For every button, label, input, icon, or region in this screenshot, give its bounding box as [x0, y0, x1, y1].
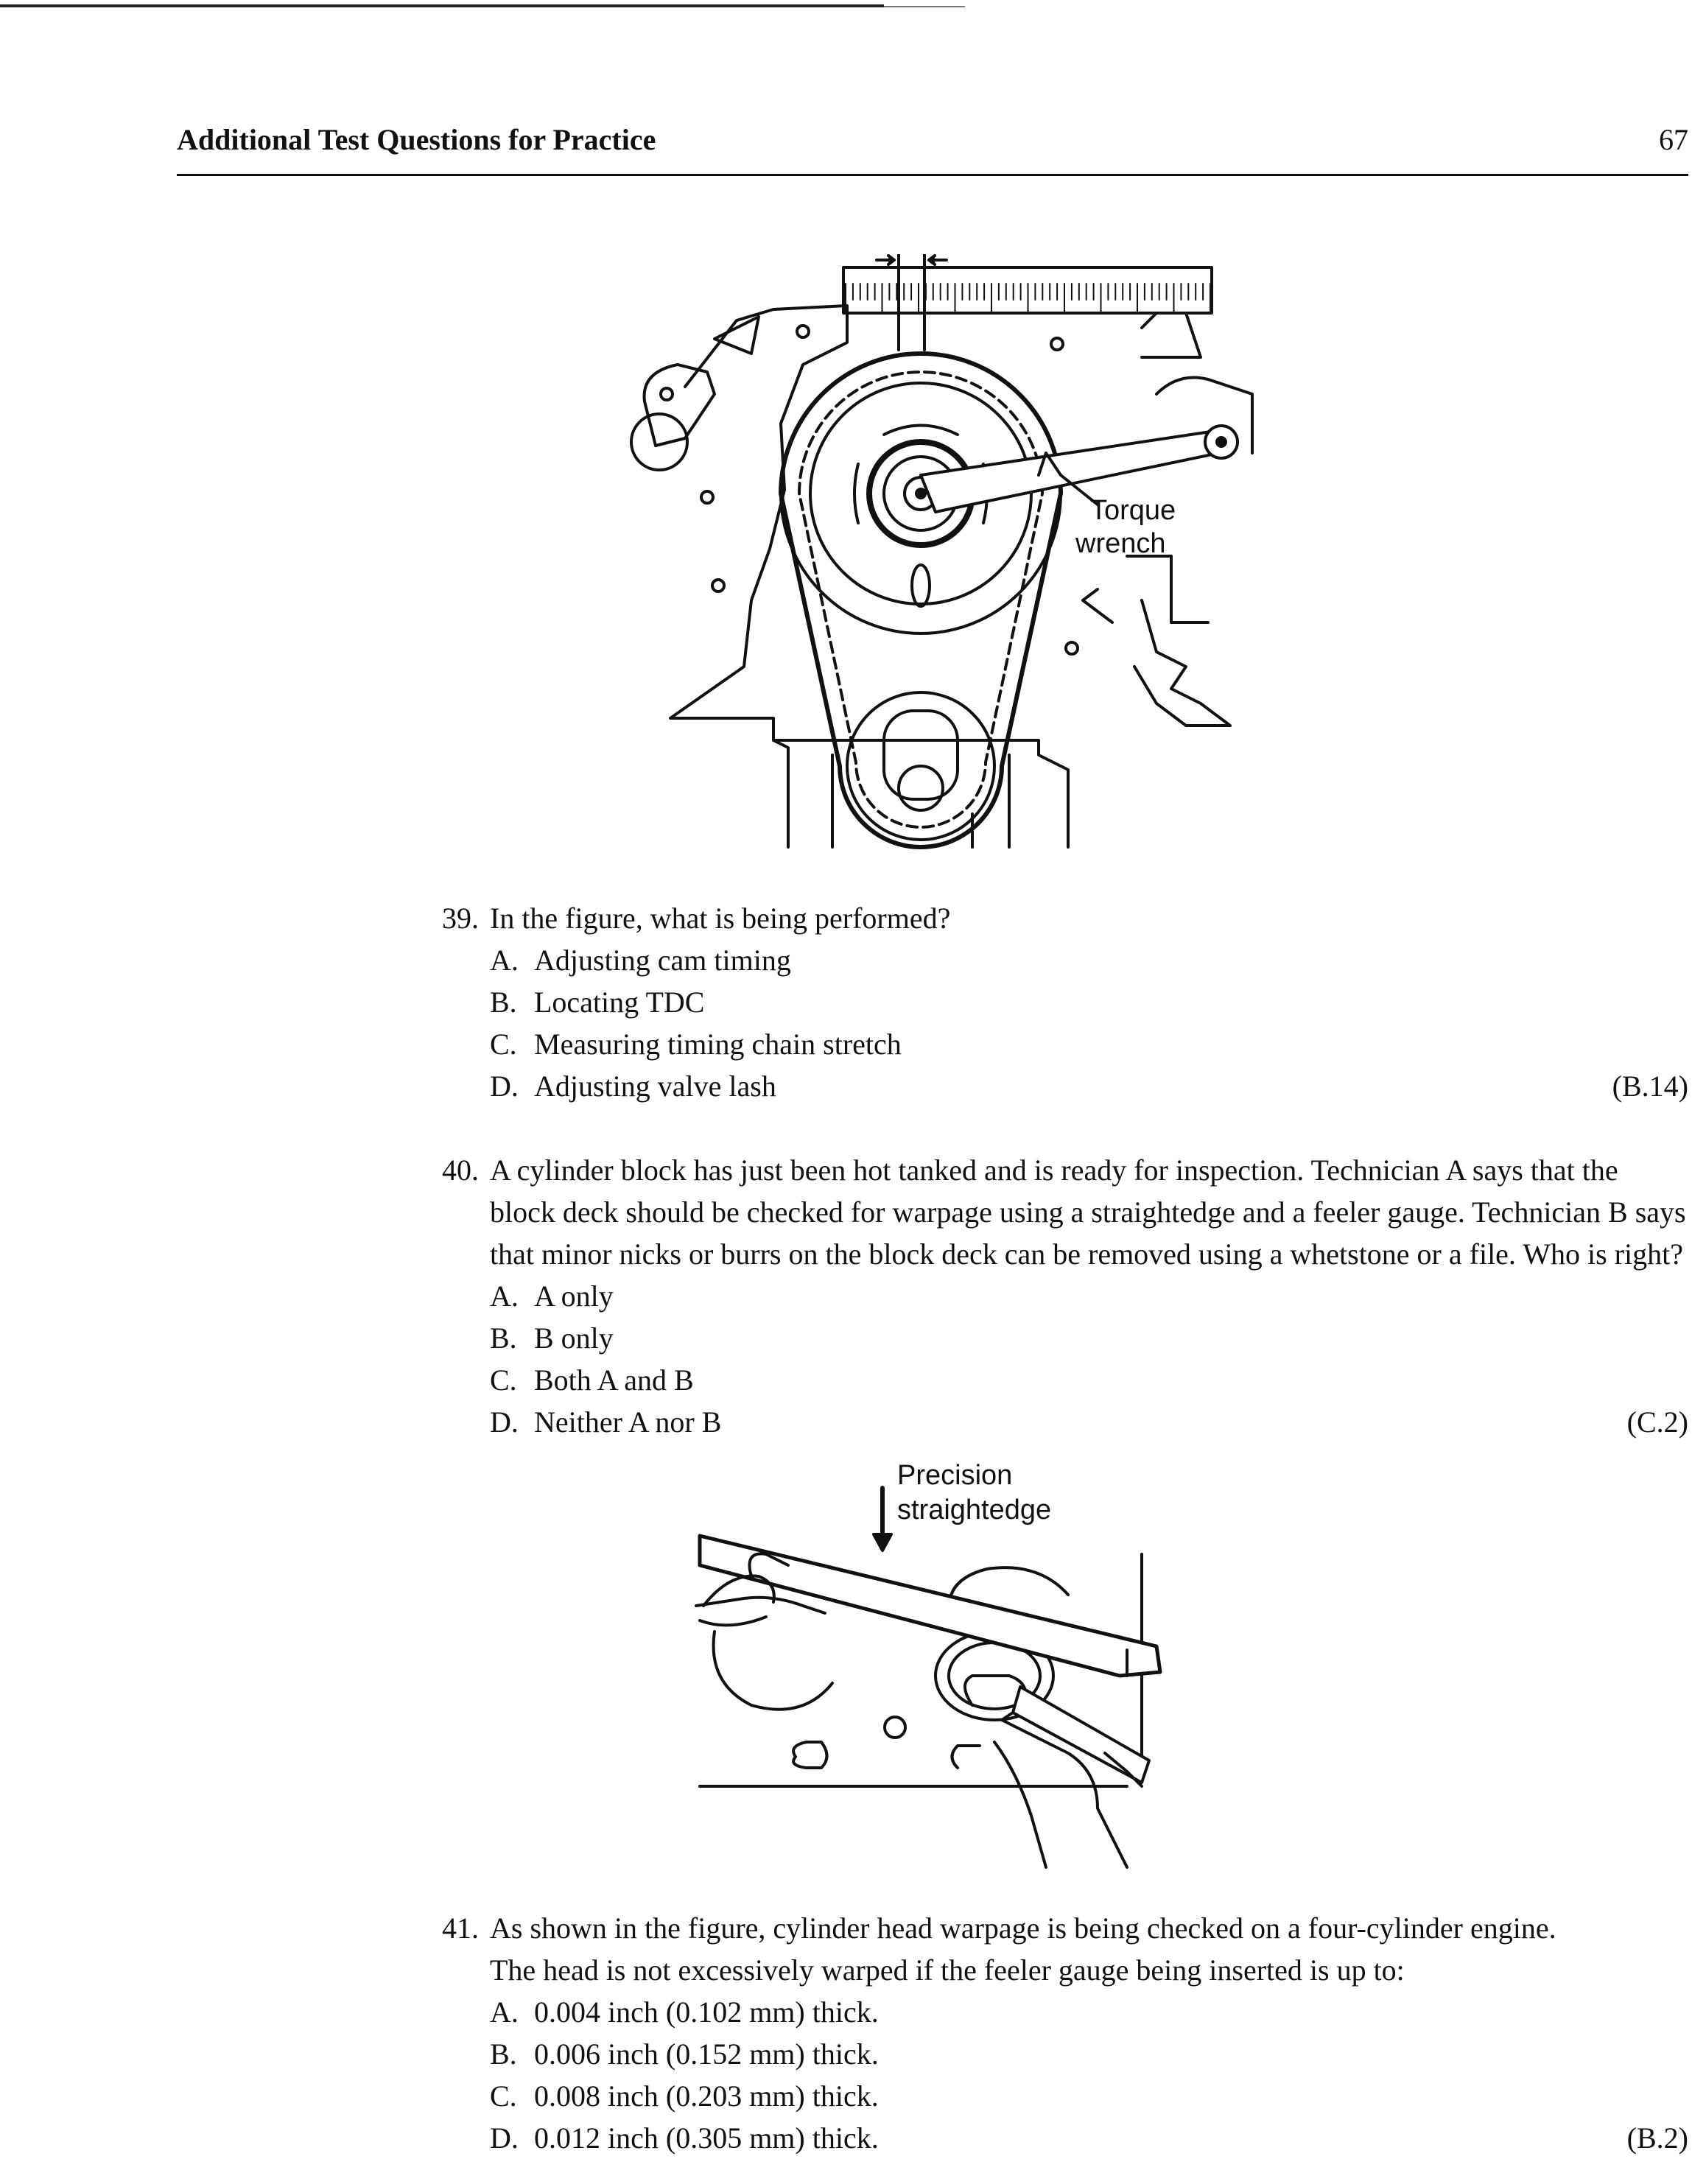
option-d — [490, 1065, 1688, 1107]
question-40 — [420, 1149, 1688, 1443]
top-rule-thick — [0, 4, 884, 7]
straightedge-label-line2: straightedge — [897, 1495, 1052, 1525]
option-d — [490, 1401, 1688, 1443]
option-text: 0.004 inch (0.102 mm) thick. — [534, 1995, 879, 2029]
option-letter: B. — [490, 2037, 517, 2071]
question-number: 41. — [442, 1911, 479, 1945]
option-letter: B. — [490, 986, 517, 1019]
option-text: Adjusting valve lash — [534, 1070, 776, 1103]
option-d — [490, 2117, 1688, 2159]
option-letter: B. — [490, 1321, 517, 1355]
top-rule — [0, 0, 965, 7]
task-reference: (B.2) — [1626, 2121, 1688, 2155]
option-letter: D. — [490, 1070, 519, 1103]
question-text: In the figure, what is being performed? — [490, 902, 951, 935]
timing-chain-figure — [626, 254, 1260, 851]
option-text: Locating TDC — [534, 986, 705, 1019]
option-c — [490, 1023, 1688, 1065]
question-39 — [420, 897, 1688, 1107]
straightedge-label-line1: Precision — [897, 1462, 1013, 1491]
option-letter: C. — [490, 1028, 517, 1061]
straightedge-illustration — [685, 1462, 1186, 1871]
option-text: 0.012 inch (0.305 mm) thick. — [534, 2121, 879, 2155]
straightedge-figure — [685, 1462, 1186, 1871]
option-a — [490, 1275, 1688, 1317]
running-head — [177, 125, 1688, 155]
option-a — [490, 939, 1688, 981]
option-text: 0.006 inch (0.152 mm) thick. — [534, 2037, 879, 2071]
torque-wrench-label-line1: Torque — [1090, 495, 1176, 526]
option-b — [490, 981, 1688, 1023]
timing-chain-illustration — [626, 254, 1260, 851]
option-text: Neither A nor B — [534, 1405, 722, 1439]
header-rule — [177, 174, 1688, 176]
option-text: 0.008 inch (0.203 mm) thick. — [534, 2079, 879, 2113]
option-letter: A. — [490, 1279, 519, 1313]
question-text: A cylinder block has just been hot tanked and is ready for inspection. Technician A says that the block deck should be checked for warpage using a straightedge and a feeler gauge. Technician B says that minor nicks or burrs on the block deck can be removed using a whetstone or a file. Who is right? — [490, 1154, 1686, 1271]
option-letter: A. — [490, 944, 519, 977]
option-b — [490, 1317, 1688, 1359]
question-number: 40. — [442, 1154, 479, 1187]
option-text: Adjusting cam timing — [534, 944, 791, 977]
option-letter: C. — [490, 1363, 517, 1397]
torque-wrench-label-line2: wrench — [1075, 528, 1166, 559]
question-41 — [420, 1907, 1688, 2159]
option-letter: C. — [490, 2079, 517, 2113]
option-b — [490, 2033, 1688, 2075]
option-text: Measuring timing chain stretch — [534, 1028, 902, 1061]
page-title: Additional Test Questions for Practice — [177, 123, 656, 156]
task-reference: (C.2) — [1626, 1405, 1688, 1439]
page-number: 67 — [1659, 123, 1688, 156]
top-rule-thin — [884, 6, 965, 7]
option-text: A only — [534, 1279, 614, 1313]
option-letter: D. — [490, 1405, 519, 1439]
option-text: Both A and B — [534, 1363, 694, 1397]
option-letter: A. — [490, 1995, 519, 2029]
question-number: 39. — [442, 902, 479, 935]
question-text: As shown in the figure, cylinder head warpage is being checked on a four-cylinder engine. The head is not excessively warped if the feeler gauge being inserted is up to: — [490, 1911, 1556, 1987]
task-reference: (B.14) — [1612, 1070, 1688, 1103]
option-a — [490, 1991, 1688, 2033]
option-text: B only — [534, 1321, 614, 1355]
option-c — [490, 2075, 1688, 2117]
option-c — [490, 1359, 1688, 1401]
option-letter: D. — [490, 2121, 519, 2155]
